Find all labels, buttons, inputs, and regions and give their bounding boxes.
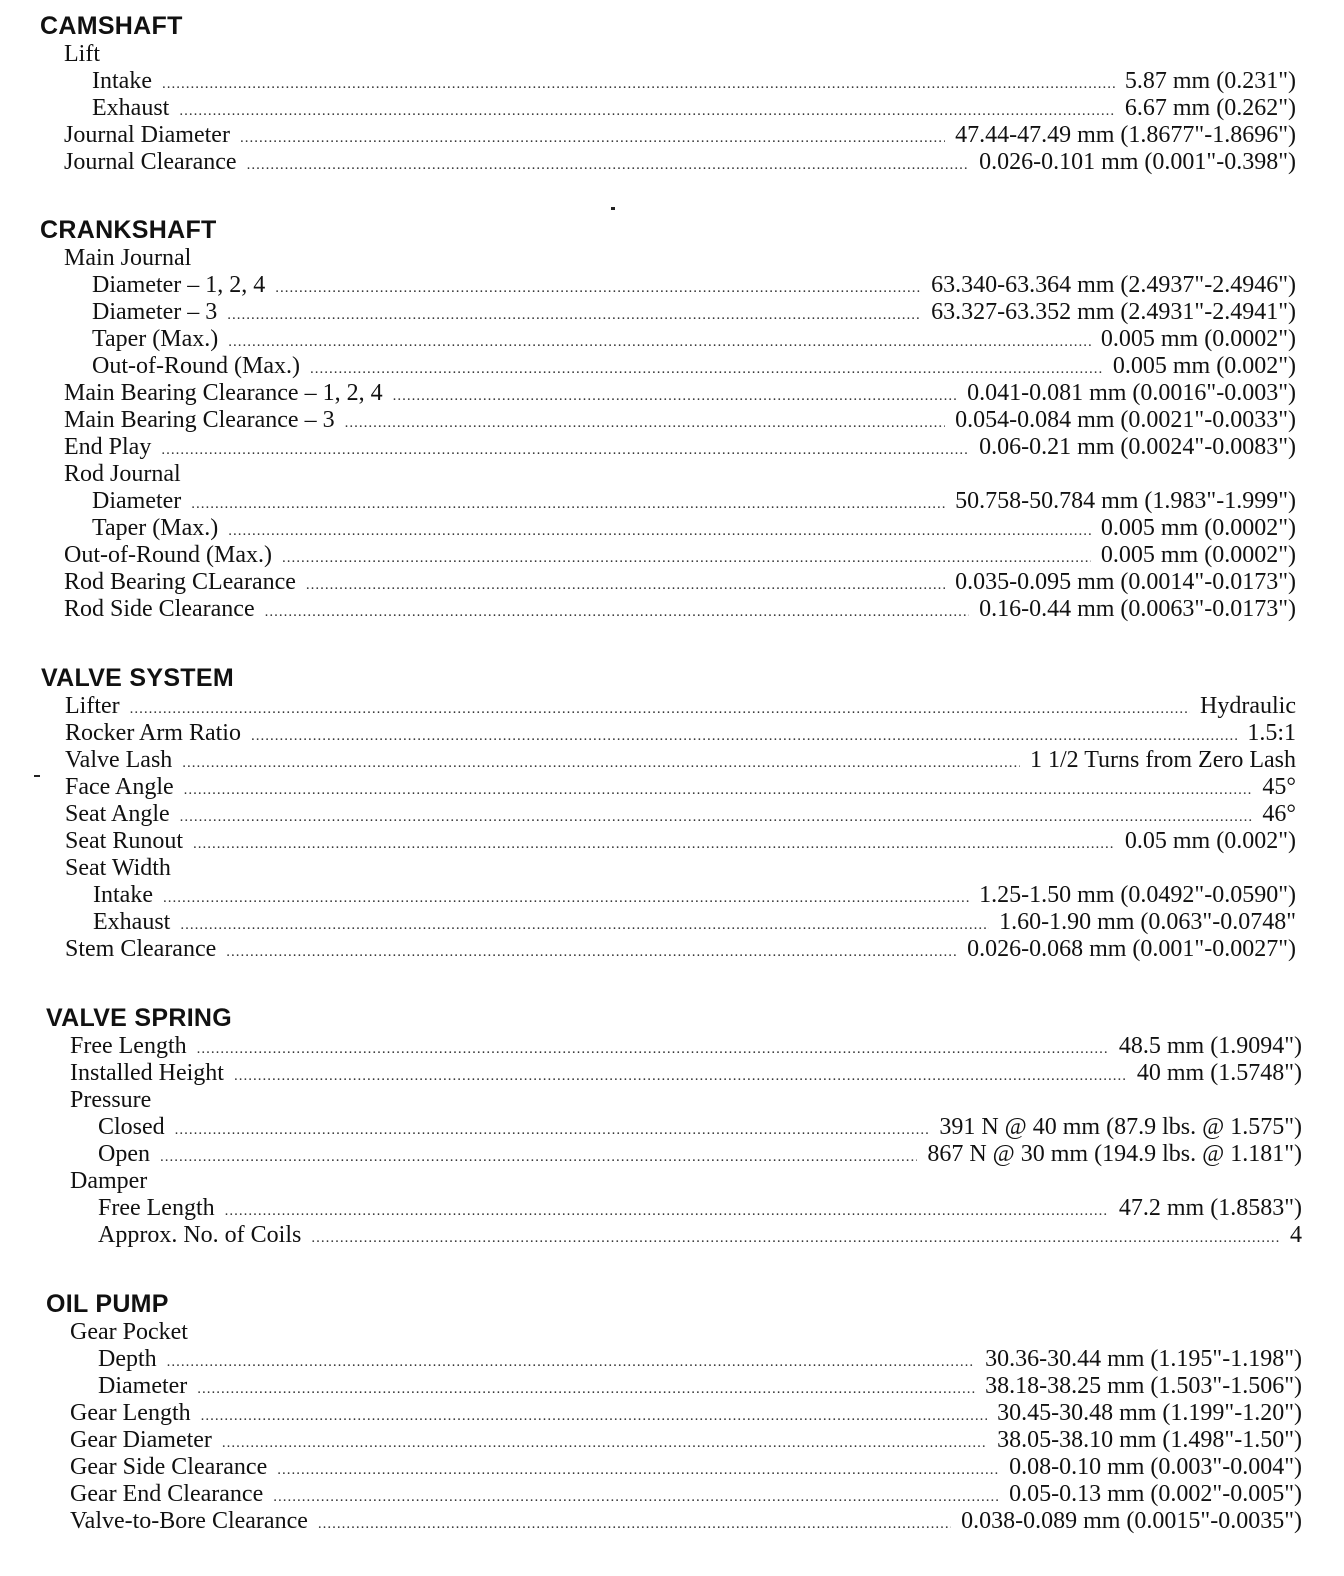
- spec-value: 0.054-0.084 mm (0.0021"-0.0033"): [955, 407, 1296, 433]
- spec-value: 63.327-63.352 mm (2.4931"-2.4941"): [931, 299, 1296, 325]
- spec-row: [40, 95, 1296, 122]
- leader-dots: [226, 939, 957, 966]
- leader-dots: [161, 437, 969, 464]
- spec-row: [46, 1033, 1302, 1060]
- leader-dots: [130, 696, 1190, 723]
- spec-value: 867 N @ 30 mm (194.9 lbs. @ 1.181"): [927, 1141, 1302, 1167]
- leader-dots: [167, 1349, 975, 1376]
- spec-label: Taper (Max.): [92, 515, 219, 541]
- spec-value: 0.08-0.10 mm (0.003"-0.004"): [1009, 1454, 1302, 1480]
- subheading: Seat Width: [65, 855, 171, 881]
- leader-dots: [162, 71, 1115, 98]
- spec-label: Free Length: [98, 1195, 215, 1221]
- leader-dots: [240, 125, 945, 152]
- spec-label: Seat Angle: [65, 801, 170, 827]
- leader-dots: [227, 302, 921, 329]
- spec-row: [46, 1195, 1302, 1222]
- spec-label: Exhaust: [92, 95, 170, 121]
- spec-label: Gear Length: [70, 1400, 191, 1426]
- spec-value: 6.67 mm (0.262"): [1124, 95, 1296, 121]
- leader-dots: [222, 1430, 987, 1457]
- spec-label: Rod Bearing CLearance: [64, 569, 296, 595]
- spec-value: 0.035-0.095 mm (0.0014"-0.0173"): [955, 569, 1296, 595]
- leader-dots: [182, 750, 1020, 777]
- spec-label: Main Bearing Clearance – 3: [64, 407, 335, 433]
- leader-dots: [175, 1117, 930, 1144]
- spec-row: [40, 407, 1296, 434]
- spec-label: Out-of-Round (Max.): [92, 353, 300, 379]
- leader-dots: [306, 572, 945, 599]
- spec-row: [41, 936, 1296, 963]
- spec-label: Approx. No. of Coils: [98, 1222, 302, 1248]
- spec-row: [46, 1454, 1302, 1481]
- spec-row: [41, 720, 1296, 747]
- leader-dots: [318, 1511, 951, 1538]
- spec-value: 45°: [1262, 774, 1296, 800]
- spec-row: [40, 434, 1296, 461]
- spec-value: 0.05-0.13 mm (0.002"-0.005"): [1009, 1481, 1302, 1507]
- leader-dots: [282, 545, 1091, 572]
- section-title: VALVE SYSTEM: [41, 664, 234, 692]
- spec-label: Seat Runout: [65, 828, 183, 854]
- spec-row: [40, 149, 1296, 176]
- spec-row: [41, 774, 1296, 801]
- spec-row: [40, 326, 1296, 353]
- spec-row: [41, 882, 1296, 909]
- spec-value: 0.005 mm (0.0002"): [1100, 542, 1296, 568]
- spec-label: Rocker Arm Ratio: [65, 720, 241, 746]
- spec-value: 391 N @ 40 mm (87.9 lbs. @ 1.575"): [939, 1114, 1302, 1140]
- leader-dots: [273, 1484, 999, 1511]
- spec-value: 1.5:1: [1247, 720, 1296, 746]
- valve-system-section: [41, 664, 1296, 963]
- spec-value: 38.05-38.10 mm (1.498"-1.50"): [997, 1427, 1302, 1453]
- spec-label: Valve-to-Bore Clearance: [70, 1508, 308, 1534]
- leader-dots: [179, 98, 1115, 125]
- spec-label: Depth: [98, 1346, 157, 1372]
- spec-row: [46, 1222, 1302, 1249]
- section-title: CAMSHAFT: [40, 12, 183, 40]
- leader-dots: [345, 410, 946, 437]
- spec-label: Exhaust: [93, 909, 171, 935]
- spec-label: Closed: [98, 1114, 165, 1140]
- leader-dots: [275, 275, 921, 302]
- section-title: VALVE SPRING: [46, 1004, 233, 1032]
- leader-dots: [197, 1376, 975, 1403]
- spec-value: 0.038-0.089 mm (0.0015"-0.0035"): [961, 1508, 1302, 1534]
- leader-dots: [201, 1403, 987, 1430]
- leader-dots: [225, 1198, 1109, 1225]
- spec-label: Taper (Max.): [92, 326, 219, 352]
- oil-pump-section: [46, 1290, 1302, 1535]
- spec-row: [41, 801, 1296, 828]
- leader-dots: [191, 491, 945, 518]
- spec-row: [40, 488, 1296, 515]
- spec-label: Main Bearing Clearance – 1, 2, 4: [64, 380, 383, 406]
- subheading: Damper: [70, 1168, 148, 1194]
- spec-row: [40, 542, 1296, 569]
- spec-row: [46, 1508, 1302, 1535]
- spec-value: 30.36-30.44 mm (1.195"-1.198"): [985, 1346, 1302, 1372]
- spec-value: 63.340-63.364 mm (2.4937"-2.4946"): [931, 272, 1296, 298]
- valve-spring-section: [46, 1004, 1302, 1249]
- leader-dots: [311, 1225, 1280, 1252]
- spec-row: [40, 299, 1296, 326]
- subheading: Pressure: [70, 1087, 152, 1113]
- spec-value: 5.87 mm (0.231"): [1124, 68, 1296, 94]
- spec-row: [40, 272, 1296, 299]
- spec-value: 48.5 mm (1.9094"): [1118, 1033, 1302, 1059]
- spec-label: Out-of-Round (Max.): [64, 542, 272, 568]
- spec-label: Valve Lash: [65, 747, 173, 773]
- leader-dots: [234, 1063, 1127, 1090]
- spec-row: [41, 909, 1296, 936]
- spec-row: [46, 1481, 1302, 1508]
- spec-label: Stem Clearance: [65, 936, 217, 962]
- subheading: Main Journal: [64, 245, 192, 271]
- subheading: Rod Journal: [64, 461, 181, 487]
- spec-value: 0.06-0.21 mm (0.0024"-0.0083"): [979, 434, 1296, 460]
- spec-value: 0.05 mm (0.002"): [1124, 828, 1296, 854]
- spec-label: Free Length: [70, 1033, 187, 1059]
- section-title: CRANKSHAFT: [40, 216, 217, 244]
- leader-dots: [265, 599, 969, 626]
- scan-speck: [34, 775, 40, 777]
- spec-row: [40, 515, 1296, 542]
- leader-dots: [184, 777, 1253, 804]
- spec-row: [46, 1400, 1302, 1427]
- spec-row: [41, 693, 1296, 720]
- spec-label: Journal Clearance: [64, 149, 237, 175]
- spec-row: [40, 68, 1296, 95]
- section-title: OIL PUMP: [46, 1290, 169, 1318]
- spec-label: Face Angle: [65, 774, 174, 800]
- spec-value: 47.44-47.49 mm (1.8677"-1.8696"): [955, 122, 1296, 148]
- spec-label: Diameter – 3: [92, 299, 218, 325]
- spec-value: 0.005 mm (0.002"): [1112, 353, 1296, 379]
- subheading: Gear Pocket: [70, 1319, 188, 1345]
- spec-row: [40, 353, 1296, 380]
- spec-value: 40 mm (1.5748"): [1136, 1060, 1302, 1086]
- spec-label: Open: [98, 1141, 150, 1167]
- leader-dots: [228, 329, 1091, 356]
- spec-label: Gear End Clearance: [70, 1481, 264, 1507]
- leader-dots: [247, 152, 970, 179]
- spec-label: Intake: [93, 882, 153, 908]
- spec-value: 50.758-50.784 mm (1.983"-1.999"): [955, 488, 1296, 514]
- spec-row: [40, 569, 1296, 596]
- leader-dots: [160, 1144, 917, 1171]
- leader-dots: [180, 804, 1253, 831]
- spec-value: 0.026-0.101 mm (0.001"-0.398"): [979, 149, 1296, 175]
- spec-value: 0.041-0.081 mm (0.0016"-0.003"): [967, 380, 1296, 406]
- spec-value: 0.16-0.44 mm (0.0063"-0.0173"): [979, 596, 1296, 622]
- spec-value: 46°: [1262, 801, 1296, 827]
- spec-value: 47.2 mm (1.8583"): [1118, 1195, 1302, 1221]
- leader-dots: [228, 518, 1091, 545]
- spec-row: [40, 380, 1296, 407]
- leader-dots: [277, 1457, 999, 1484]
- scan-speck: [611, 207, 615, 210]
- spec-value: 0.026-0.068 mm (0.001"-0.0027"): [967, 936, 1296, 962]
- spec-label: Intake: [92, 68, 152, 94]
- spec-label: End Play: [64, 434, 152, 460]
- spec-value: 1.25-1.50 mm (0.0492"-0.0590"): [979, 882, 1296, 908]
- spec-value: 38.18-38.25 mm (1.503"-1.506"): [985, 1373, 1302, 1399]
- spec-value: Hydraulic: [1200, 693, 1296, 719]
- camshaft-section: [40, 12, 1296, 176]
- spec-label: Diameter: [92, 488, 182, 514]
- spec-row: [46, 1114, 1302, 1141]
- spec-label: Lifter: [65, 693, 120, 719]
- spec-label: Installed Height: [70, 1060, 224, 1086]
- leader-dots: [251, 723, 1237, 750]
- spec-label: Journal Diameter: [64, 122, 230, 148]
- spec-row: [46, 1427, 1302, 1454]
- spec-value: 4: [1290, 1222, 1302, 1248]
- spec-row: [46, 1373, 1302, 1400]
- spec-value: 1 1/2 Turns from Zero Lash: [1030, 747, 1296, 773]
- leader-dots: [197, 1036, 1109, 1063]
- spec-row: [41, 747, 1296, 774]
- spec-label: Diameter – 1, 2, 4: [92, 272, 266, 298]
- spec-row: [41, 828, 1296, 855]
- spec-label: Gear Diameter: [70, 1427, 212, 1453]
- spec-row: [40, 596, 1296, 623]
- leader-dots: [163, 885, 969, 912]
- leader-dots: [310, 356, 1103, 383]
- crankshaft-section: [40, 216, 1296, 623]
- spec-row: [46, 1060, 1302, 1087]
- leader-dots: [193, 831, 1115, 858]
- spec-value: 30.45-30.48 mm (1.199"-1.20"): [997, 1400, 1302, 1426]
- subheading: Lift: [64, 41, 100, 67]
- leader-dots: [393, 383, 958, 410]
- spec-label: Diameter: [98, 1373, 188, 1399]
- spec-label: Rod Side Clearance: [64, 596, 255, 622]
- spec-row: [46, 1141, 1302, 1168]
- leader-dots: [180, 912, 989, 939]
- spec-row: [40, 122, 1296, 149]
- spec-value: 0.005 mm (0.0002"): [1100, 515, 1296, 541]
- spec-label: Gear Side Clearance: [70, 1454, 268, 1480]
- spec-row: [46, 1346, 1302, 1373]
- spec-value: 0.005 mm (0.0002"): [1100, 326, 1296, 352]
- spec-value: 1.60-1.90 mm (0.063"-0.0748": [999, 909, 1296, 935]
